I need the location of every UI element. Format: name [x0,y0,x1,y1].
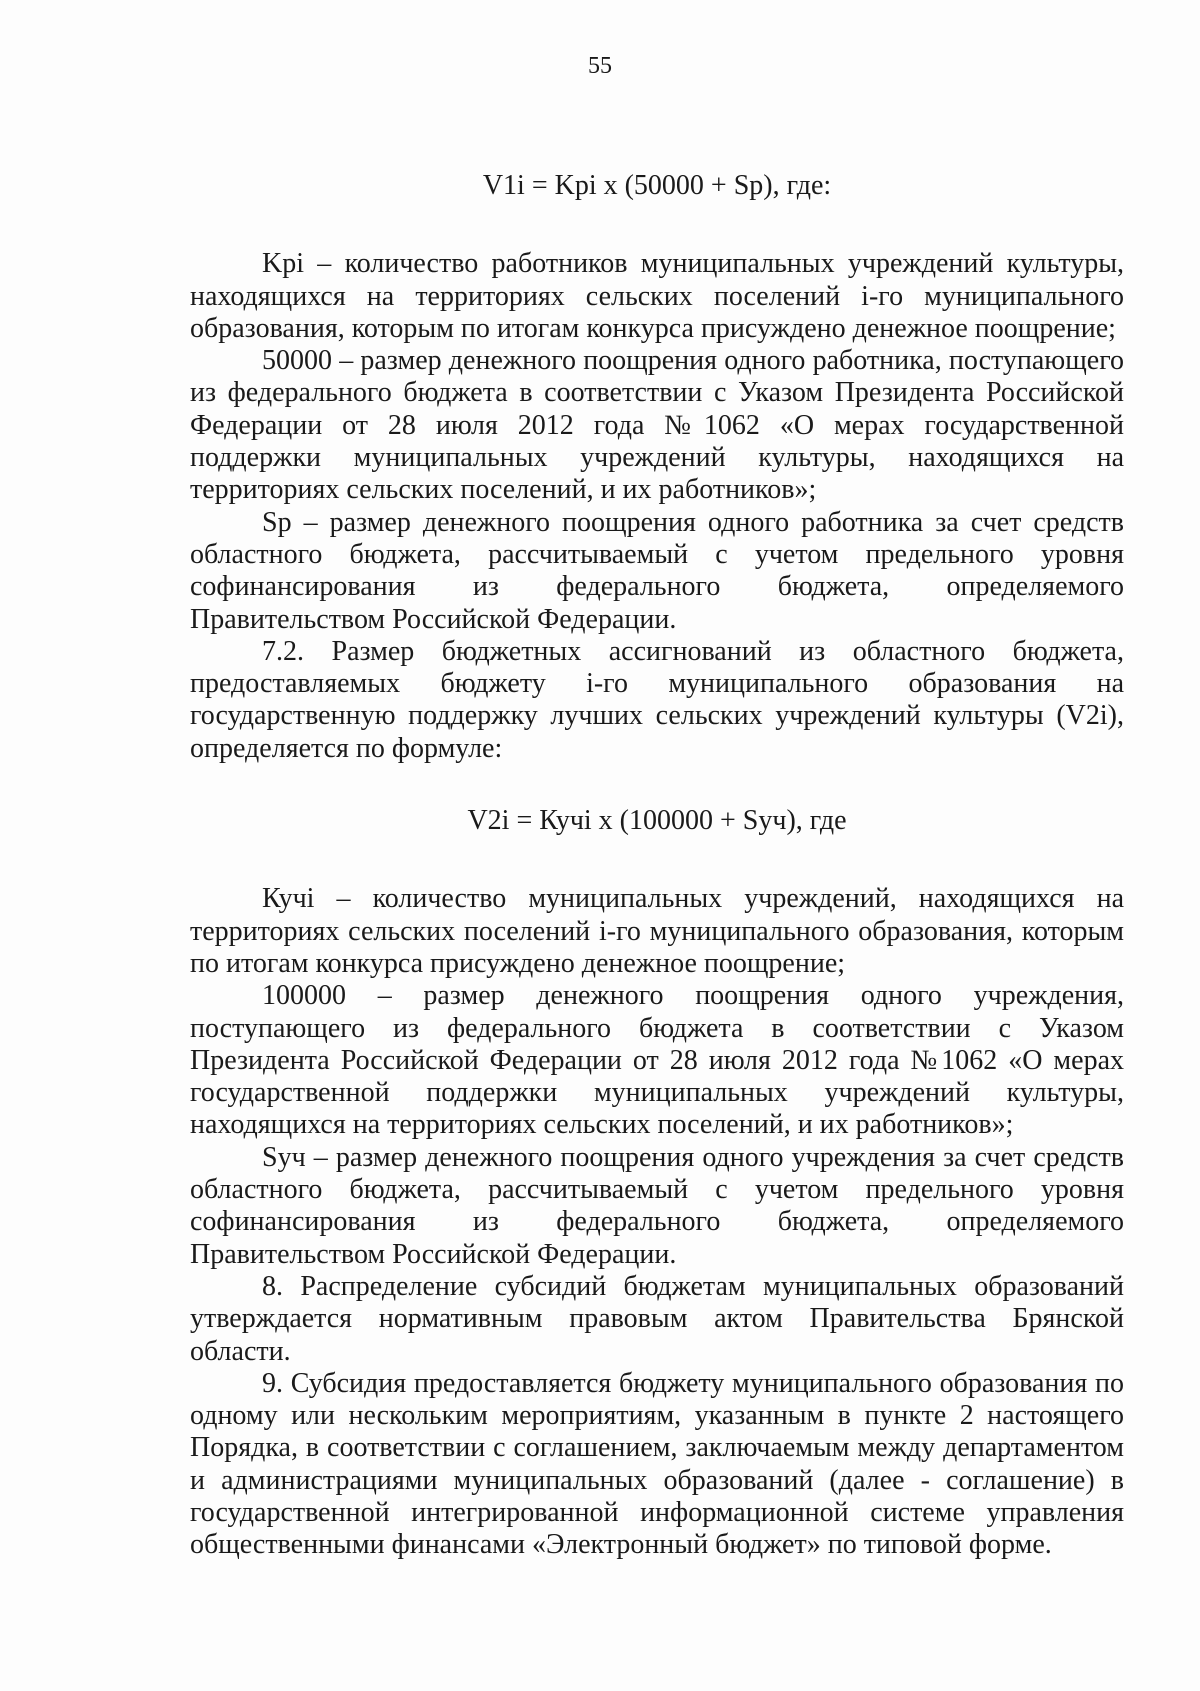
paragraph-50000-definition: 50000 – размер денежного поощрения одного работника, поступающего из федерального бюджета в соответствии с Указом Президента Российской Федерации от 28 июля 2012 года №1062 «О мерах государственной поддержки муниципальных учреждений культуры, находящихся на территориях сельских поселений, и их работников»; [190,345,1124,506]
paragraph-section-7-2: 7.2. Размер бюджетных ассигнований из областного бюджета, предоставляемых бюджету i-го муниципального образования на государственную поддержку лучших сельских учреждений культуры (V2i), определяется по формуле: [190,635,1124,764]
paragraph-section-9: 9. Субсидия предоставляется бюджету муниципального образования по одному или нескольким мероприятиям, указанным в пункте 2 настоящего Порядка, в соответствии с соглашением, заключаемым между департаментом и администрациями муниципальных образований (далее - соглашение) в государственной интегрированной информационной системе управления общественными финансами «Электронный бюджет» по типовой форме. [190,1367,1124,1561]
paragraph-kpi-definition: Kpi – количество работников муниципальных учреждений культуры, находящихся на территориях сельских поселений i-го муниципального образования, которым по итогам конкурса присуждено денежное поощрение; [190,248,1124,344]
formula-v2i: V2i = Кучi x (100000 + Sуч), где [467,805,847,837]
page-number: 55 [588,53,612,79]
document-body [190,170,1124,1562]
paragraph-section-8: 8. Распределение субсидий бюджетам муниципальных образований утверждается нормативным правовым актом Правительства Брянской области. [190,1270,1124,1367]
paragraph-such-definition: Sуч – размер денежного поощрения одного учреждения за счет средств областного бюджета, рассчитываемый с учетом предельного уровня софинансирования из федерального бюджета, определяемого Правительством Российской Федерации. [190,1141,1124,1270]
paragraph-sp-definition: Sp – размер денежного поощрения одного работника за счет средств областного бюджета, рассчитываемый с учетом предельного уровня софинансирования из федерального бюджета, определяемого Правительством Российской Федерации. [190,506,1124,635]
formula-v1i: V1i = Kpi x (50000 + Sp), где: [482,170,832,201]
paragraph-kuchi-definition: Кучi – количество муниципальных учреждений, находящихся на территориях сельских поселений i-го муниципального образования, которым по итогам конкурса присуждено денежное поощрение; [190,883,1124,979]
paragraph-100000-definition: 100000 – размер денежного поощрения одного учреждения, поступающего из федерального бюджета в соответствии с Указом Президента Российской Федерации от 28 июля 2012 года №1062 «О мерах государственной поддержки муниципальных учреждений культуры, находящихся на территориях сельских поселений, и их работников»; [190,980,1124,1141]
